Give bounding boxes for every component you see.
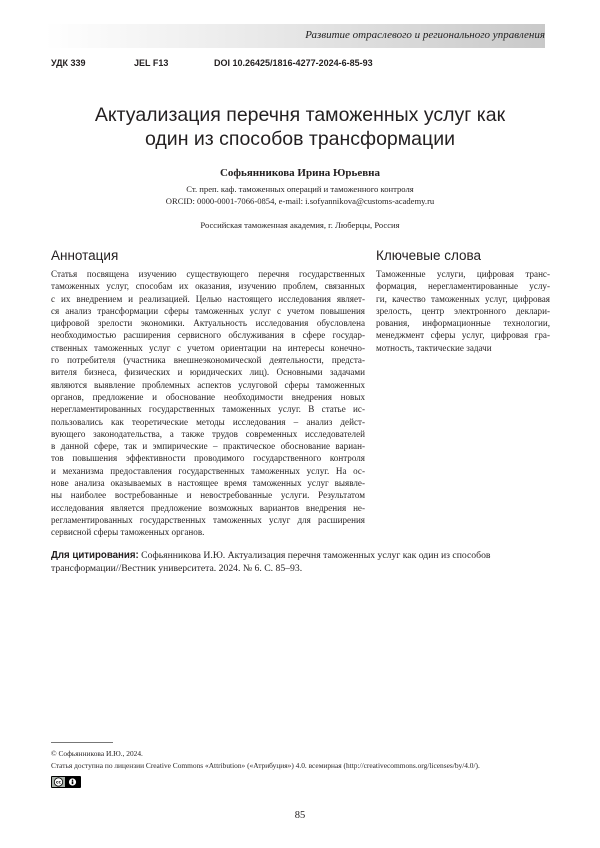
- title-line-1: Актуализация перечня таможенных услуг как: [94, 104, 506, 126]
- page-number: 85: [294, 810, 306, 821]
- keywords-line: формация, нерегламентированные услу-: [376, 281, 550, 292]
- udk-code: УДК 339: [51, 58, 86, 68]
- abstract-line: таможенных услуг, способам их оказания, изучению проблем, связанных: [51, 281, 365, 292]
- running-head: [45, 24, 545, 48]
- abstract-line: вующего законодательства, а также трудов современных исследователей: [51, 428, 365, 439]
- abstract-line: цифровой зрелости экономики. Актуальность исследования обусловлена: [51, 318, 365, 329]
- jel-code: JEL F13: [134, 58, 169, 68]
- keywords-line: ги, качество таможенных услуг, цифровая: [376, 293, 550, 304]
- author-position: Ст. преп. каф. таможенных операций и таможенного контроля: [186, 184, 414, 194]
- abstract-line: органов, предложение и обоснование необходимости внедрения новых: [51, 391, 365, 402]
- article-title: [45, 103, 555, 151]
- abstract-line: исследования является предложение возможных вариантов внедрения не-: [51, 502, 365, 513]
- citation-line-1: Софьянникова И.Ю. Актуализация перечня таможенных услуг как один из способов: [138, 550, 491, 561]
- svg-text:cc: cc: [56, 779, 61, 785]
- author-name: Софьянникова Ирина Юрьевна: [219, 167, 381, 179]
- citation-line-2: трансформации//Вестник университета. 2024. № 6. С. 85–93.: [51, 563, 303, 574]
- abstract-line: ны наиболее востребованные и невостребованные услуги. Результатом: [51, 490, 365, 501]
- abstract-line: нове анализа оказываемых в настоящее время таможенных услуг выявле-: [51, 478, 365, 489]
- abstract-line: в данной сфере, так и эмпирические – практическое обоснование вариан-: [51, 441, 365, 452]
- abstract-line: тов повышения эффективности проводимого государственного контроля: [51, 453, 365, 464]
- cc-by-license-icon[interactable]: [51, 776, 81, 788]
- keywords-line: рования, информационные технологии,: [376, 318, 550, 329]
- abstract-line: нерегламентированных государственных таможенных услуг. В статье ис-: [51, 404, 365, 415]
- abstract-line: пользовались как теоретические методы исследования – анализ дейст-: [51, 416, 365, 427]
- abstract-line: с их внедрением и реализацией. Целью настоящего исследования являет-: [51, 293, 365, 304]
- keywords-line: менеджмент сферы услуг, цифровая гра-: [376, 330, 550, 341]
- abstract-line: сервисной сферы таможенных органов.: [51, 527, 205, 538]
- abstract-line: регламентированных государственных таможенных услуг для расширения: [51, 514, 365, 525]
- abstract-line: вителя бизнеса, физических и юридических лиц). Основными задачами: [51, 367, 365, 378]
- citation-block: [51, 549, 551, 575]
- author-institution: Российская таможенная академия, г. Люберцы, Россия: [200, 220, 400, 230]
- footnote-divider: [51, 742, 113, 743]
- author-affiliation: [0, 184, 600, 207]
- doi-link[interactable]: DOI 10.26425/1816-4277-2024-6-85-93: [214, 58, 373, 68]
- keywords-line: Таможенные услуги, цифровая транс-: [376, 269, 550, 279]
- copyright-notice: © Софьянникова И.Ю., 2024.: [51, 749, 143, 758]
- keywords-text: [376, 268, 550, 354]
- abstract-line: и механизма предоставления государственных таможенных услуг. На ос-: [51, 465, 365, 476]
- keywords-line: зрелость, центр электронного деклари-: [376, 305, 550, 316]
- abstract-line: го потребителя (участника внешнеэкономической деятельности, предста-: [51, 355, 365, 366]
- keywords-heading: Ключевые слова: [376, 248, 482, 263]
- abstract-line: Статья посвящена изучению существующего перечня государственных: [51, 269, 365, 279]
- author-contacts[interactable]: ORCID: 0000-0001-7066-0854, e-mail: i.sofyannikova@customs-academy.ru: [165, 195, 435, 206]
- title-line-2: один из способов трансформации: [145, 128, 455, 150]
- abstract-line: ственных таможенных услуг с учетом ориентации на интересы конечно-: [51, 342, 365, 353]
- abstract-line: ся анализ трансформации сферы таможенных услуг с учетом повышения: [51, 305, 365, 316]
- abstract-text: [51, 268, 365, 539]
- running-head-text: Развитие отраслевого и регионального управления: [305, 29, 545, 41]
- keywords-line: мотность, тактические задачи: [376, 342, 492, 353]
- abstract-heading: Аннотация: [51, 248, 119, 263]
- license-notice[interactable]: Статья доступна по лицензии Creative Commons «Attribution» («Атрибуция») 4.0. всемирная (http://creativecommons.org/licenses/by/4.0/).: [51, 761, 480, 770]
- citation-label: Для цитирования:: [51, 550, 139, 561]
- abstract-line: необходимостью расширения сервисного обслуживания в сфере государ-: [51, 330, 365, 341]
- abstract-line: являются выявление проблемных аспектов услуговой сферы таможенных: [51, 379, 365, 390]
